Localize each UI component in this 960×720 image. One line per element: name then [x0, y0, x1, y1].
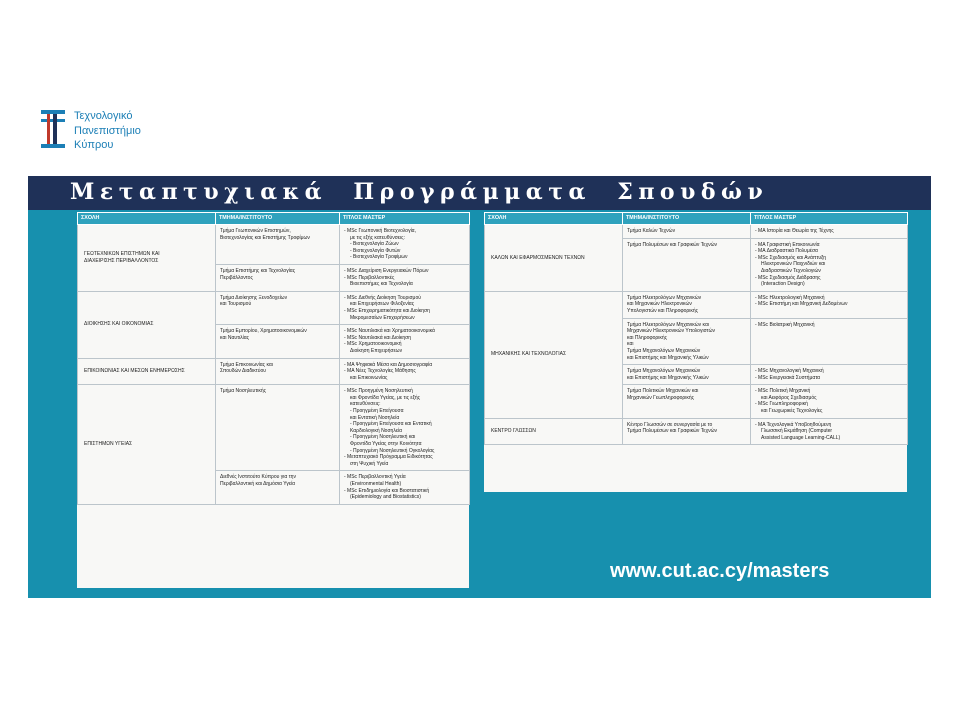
master-programs-cell: [751, 418, 908, 445]
department-name-line: Μηχανικών Γεωπληροφορικής: [627, 394, 695, 401]
master-programs-cell: [340, 358, 470, 385]
table-row: [78, 291, 470, 324]
master-program-line: - Προηγμένη Επείγουσα και Εντατική: [350, 421, 432, 428]
master-program-line: Καρδιολογική Νοσηλεία: [350, 427, 403, 434]
school-name-line: ΚΕΝΤΡΟ ΓΛΩΣΣΩΝ: [491, 428, 536, 435]
department-name-line: Περιβάλλοντος: [220, 274, 253, 281]
right-programs-panel: [484, 212, 907, 492]
master-program-line: - MSc Διεθνής Διοίκηση Τουρισμού: [344, 294, 421, 301]
left-programs-table: [77, 212, 470, 505]
department-cell: [216, 471, 340, 504]
school-cell: [78, 358, 216, 385]
department-name-line: Τμήμα Ηλεκτρολόγων Μηχανικών και: [627, 321, 709, 328]
school-cell: [78, 291, 216, 358]
table-row: [485, 418, 908, 445]
master-programs-cell: [751, 225, 908, 239]
master-program-line: με τις εξής κατευθύνσεις:: [350, 234, 405, 241]
school-name-line: ΓΕΩΤΕΧΝΙΚΩΝ ΕΠΙΣΤΗΜΩΝ ΚΑΙ: [84, 251, 160, 258]
master-program-line: - MSc Ναυτιλιακά και Χρηματοοικονομικά: [344, 328, 435, 335]
master-program-line: - MSc Διαχείριση Ενεργειακών Πόρων: [344, 267, 429, 274]
master-program-line: - MSc Ενεργειακά Συστήματα: [755, 374, 821, 381]
department-name-line: Τμήμα Πολυμέσων και Γραφικών Τεχνών: [627, 428, 717, 435]
department-cell: [623, 365, 751, 385]
master-program-line: Διοίκηση Επιχειρήσεων: [350, 347, 403, 354]
master-program-line: - MSc Περιβαλλοντική Υγεία: [344, 474, 406, 481]
department-name-line: Τμήμα Επικοινωνίας και: [220, 361, 273, 368]
master-program-line: - Προηγμένη Νοσηλευτική Ογκολογίας: [350, 447, 435, 454]
master-program-line: και Επιχειρήσεων Φιλοξενίας: [350, 301, 415, 308]
table-row: [78, 385, 470, 471]
school-name-line: ΔΙΑΧΕΙΡΙΣΗΣ ΠΕΡΙΒΑΛΛΟΝΤΟΣ: [84, 257, 159, 264]
master-programs-cell: [751, 365, 908, 385]
master-program-line: Γλωσσική Εκμάθηση (Computer: [761, 428, 833, 435]
table-row: [485, 225, 908, 239]
department-cell: [216, 325, 340, 358]
master-program-line: (Epidemiology and Biostatistics): [350, 494, 421, 501]
master-program-line: - Προηγμένη Επείγουσα: [350, 408, 404, 415]
master-program-line: Φροντίδα Υγείας στην Κοινότητα: [350, 441, 422, 448]
master-program-line: - MSc Ναυτιλιακά και Διοίκηση: [344, 334, 412, 341]
school-cell: [78, 225, 216, 292]
master-program-line: Βιοεπιστήμες και Τεχνολογία: [350, 281, 413, 288]
banner-title: Μεταπτυχιακά Προγράμματα Σπουδών: [70, 179, 769, 205]
master-program-line: - MSc Επιχειρηματικότητα και Διοίκηση: [344, 307, 430, 314]
department-name-line: Τμήμα Πολιτικών Μηχανικών και: [627, 388, 699, 395]
master-program-line: - MSc Σχεδιασμός Διάδρασης: [755, 274, 821, 281]
department-cell: [216, 264, 340, 291]
school-name-line: ΕΠΙΚΟΙΝΩΝΙΑΣ ΚΑΙ ΜΕΣΩΝ ΕΝΗΜΕΡΩΣΗΣ: [84, 368, 185, 375]
master-programs-cell: [751, 238, 908, 291]
department-cell: [623, 291, 751, 318]
master-program-line: - MA Τεχνολογικά Υποβοηθούμενη: [755, 421, 832, 428]
master-program-line: (Interaction Design): [761, 281, 805, 288]
master-program-line: - MSc Βιοϊατρική Μηχανική: [755, 321, 815, 328]
master-program-line: Ηλεκτρονικών Παιχνιδιών και: [761, 261, 826, 268]
university-name-line-1: Τεχνολογικό: [74, 110, 133, 122]
master-program-line: - MA Γραφιστική Επικοινωνία: [755, 241, 820, 248]
department-cell: [216, 225, 340, 265]
header-master: ΤΙΤΛΟΣ ΜΑΣΤΕΡ: [751, 213, 908, 225]
master-program-line: και Αειφόρος Σχεδιασμός: [761, 394, 817, 401]
left-programs-panel: [77, 212, 469, 588]
table-row: [78, 225, 470, 265]
master-program-line: - MSc Γεωπληροφορική: [755, 401, 808, 408]
master-program-line: - MSc Μηχανολογική Μηχανική: [755, 368, 824, 375]
university-name-line-3: Κύπρου: [74, 139, 114, 151]
university-name: [74, 109, 141, 153]
department-name-line: και Επιστήμης και Μηχανικής Υλικών: [627, 354, 709, 361]
department-cell: [623, 225, 751, 239]
department-name-line: Τμήμα Νοσηλευτικής: [220, 388, 267, 395]
department-name-line: και Τουρισμού: [220, 301, 252, 308]
department-name-line: Τμήμα Πολυμέσων και Γραφικών Τεχνών: [627, 241, 717, 248]
department-name-line: Τμήμα Μηχανολόγων Μηχανικών: [627, 368, 701, 375]
master-program-line: και Φροντίδα Υγείας, με τις εξής: [350, 394, 421, 401]
masters-url-link[interactable]: www.cut.ac.cy/masters: [610, 560, 830, 582]
master-program-line: - Βιοτεχνολογία Ζώων: [350, 241, 399, 248]
header-school: ΣΧΟΛΗ: [485, 213, 623, 225]
master-program-line: - Βιοτεχνολογία Τροφίμων: [350, 254, 408, 261]
header-department: ΤΜΗΜΑ/ΙΝΣΤΙΤΟΥΤΟ: [216, 213, 340, 225]
master-program-line: - MSc Επιδημιολογία και Βιοστατιστική: [344, 487, 430, 494]
masters-banner: [28, 176, 931, 598]
department-name-line: Σπουδών Διαδικτύου: [220, 368, 267, 375]
department-cell: [623, 238, 751, 291]
department-name-line: και Ναυτιλίας: [220, 334, 250, 341]
department-name-line: Κέντρο Γλωσσών σε συνεργασία με το: [627, 421, 713, 428]
master-programs-cell: [751, 318, 908, 365]
master-program-line: - MSc Πολιτική Μηχανική: [755, 388, 811, 395]
master-program-line: - MA Διαδραστικά Πολυμέσα: [755, 248, 818, 255]
table-header-row: [78, 213, 470, 225]
master-programs-cell: [340, 225, 470, 265]
master-program-line: (Environmental Health): [350, 481, 402, 487]
master-program-line: Μικρομεσαίων Επιχειρήσεων: [350, 314, 415, 321]
header-school: ΣΧΟΛΗ: [78, 213, 216, 225]
school-name-line: ΕΠΙΣΤΗΜΩΝ ΥΓΕΙΑΣ: [84, 441, 133, 448]
department-name-line: Τμήμα Διοίκησης Ξενοδοχείων: [220, 294, 288, 301]
department-name-line: Τμήμα Γεωπονικών Επιστημών,: [220, 228, 291, 234]
master-program-line: Διαδραστικών Τεχνολογιών: [761, 267, 821, 274]
department-name-line: Τμήμα Ηλεκτρολόγων Μηχανικών: [627, 294, 702, 301]
master-program-line: στη Ψυχική Υγεία: [350, 460, 389, 467]
department-cell: [623, 385, 751, 418]
master-program-line: κατευθύνσεις:: [350, 401, 381, 408]
master-program-line: - MSc Σχεδιασμός και Ανάπτυξη: [755, 254, 827, 261]
department-name-line: Μηχανικών Ηλεκτρονικών Υπολογιστών: [627, 328, 715, 335]
master-program-line: - MA Ιστορία και Θεωρία της Τέχνης: [755, 228, 834, 234]
title-bar: [28, 176, 931, 210]
school-cell: [485, 418, 623, 445]
department-cell: [623, 418, 751, 445]
master-programs-cell: [340, 264, 470, 291]
master-programs-cell: [340, 325, 470, 358]
master-programs-cell: [751, 291, 908, 318]
master-program-line: και Επικοινωνίας: [350, 374, 388, 381]
department-name-line: Διεθνές Ινστιτούτο Κύπρου για την: [220, 474, 296, 481]
department-name-line: Τμήμα Εμπορίου, Χρηματοοικονομικών: [220, 328, 307, 335]
school-name-line: ΜΗΧΑΝΙΚΗΣ ΚΑΙ ΤΕΧΝΟΛΟΓΙΑΣ: [491, 351, 567, 358]
master-program-line: - MSc Προηγμένη Νοσηλευτική: [344, 388, 413, 395]
department-name-line: Υπολογιστών και Πληροφορικής: [627, 307, 699, 314]
table-row: [485, 291, 908, 318]
department-name-line: Βιοτεχνολογίας και Επιστήμης Τροφίμων: [220, 234, 310, 241]
master-programs-cell: [340, 385, 470, 471]
department-name-line: Τμήμα Καλών Τεχνών: [627, 228, 676, 234]
department-cell: [623, 318, 751, 365]
department-name-line: και Μηχανικών Ηλεκτρονικών: [627, 301, 692, 308]
master-program-line: - Βιοτεχνολογία Φυτών: [350, 247, 401, 254]
master-program-line: - MSc Χρηματοοικονομική: [344, 341, 402, 348]
department-cell: [216, 385, 340, 471]
school-cell: [485, 225, 623, 292]
school-cell: [485, 291, 623, 418]
master-program-line: και Γεωχωρικές Τεχνολογίες: [761, 408, 823, 415]
cut-logo-mark-icon: [40, 108, 66, 150]
university-name-line-2: Πανεπιστήμιο: [74, 124, 141, 137]
master-programs-cell: [340, 291, 470, 324]
header-department: ΤΜΗΜΑ/ΙΝΣΤΙΤΟΥΤΟ: [623, 213, 751, 225]
master-program-line: και Εντατική Νοσηλεία: [350, 414, 400, 421]
school-name-line: ΔΙΟΙΚΗΣΗΣ ΚΑΙ ΟΙΚΟΝΟΜΙΑΣ: [84, 321, 154, 328]
department-name-line: και Πληροφορικής: [627, 334, 668, 341]
department-name-line: Τμήμα Μηχανολόγων Μηχανικών: [627, 347, 701, 354]
master-program-line: - MA Ψηφιακά Μέσα και Δημοσιογραφία: [344, 361, 433, 368]
master-program-line: - MSc Γεωπονική Βιοτεχνολογία,: [344, 228, 416, 234]
master-program-line: - MSc Ηλεκτρολογική Μηχανική: [755, 294, 825, 301]
department-name-line: Περιβαλλοντική και Δημόσια Υγεία: [220, 481, 296, 487]
department-cell: [216, 291, 340, 324]
master-program-line: - Μεταπτυχιακό Πρόγραμμα Ειδικότητας: [344, 454, 433, 461]
master-programs-cell: [340, 471, 470, 504]
master-program-line: - MSc Επιστήμη και Μηχανική Δεδομένων: [755, 301, 848, 308]
master-program-line: Assisted Language Learning-CALL): [761, 434, 841, 441]
master-program-line: - MSc Περιβαλλοντικές: [344, 274, 395, 281]
department-name-line: και: [627, 341, 634, 348]
department-name-line: και Επιστήμης και Μηχανικής Υλικών: [627, 374, 709, 381]
school-cell: [78, 385, 216, 505]
master-program-line: - MA Νέες Τεχνολογίες Μάθησης: [344, 368, 416, 375]
master-programs-cell: [751, 385, 908, 418]
table-header-row: [485, 213, 908, 225]
department-cell: [216, 358, 340, 385]
master-program-line: - Προηγμένη Νοσηλευτική και: [350, 434, 416, 441]
right-programs-table: [484, 212, 908, 445]
school-name-line: ΚΑΛΩΝ ΚΑΙ ΕΦΑΡΜΟΣΜΕΝΩΝ ΤΕΧΝΩΝ: [491, 254, 585, 261]
table-row: [78, 358, 470, 385]
header-master: ΤΙΤΛΟΣ ΜΑΣΤΕΡ: [340, 213, 470, 225]
department-name-line: Τμήμα Επιστήμης και Τεχνολογίας: [220, 267, 296, 274]
